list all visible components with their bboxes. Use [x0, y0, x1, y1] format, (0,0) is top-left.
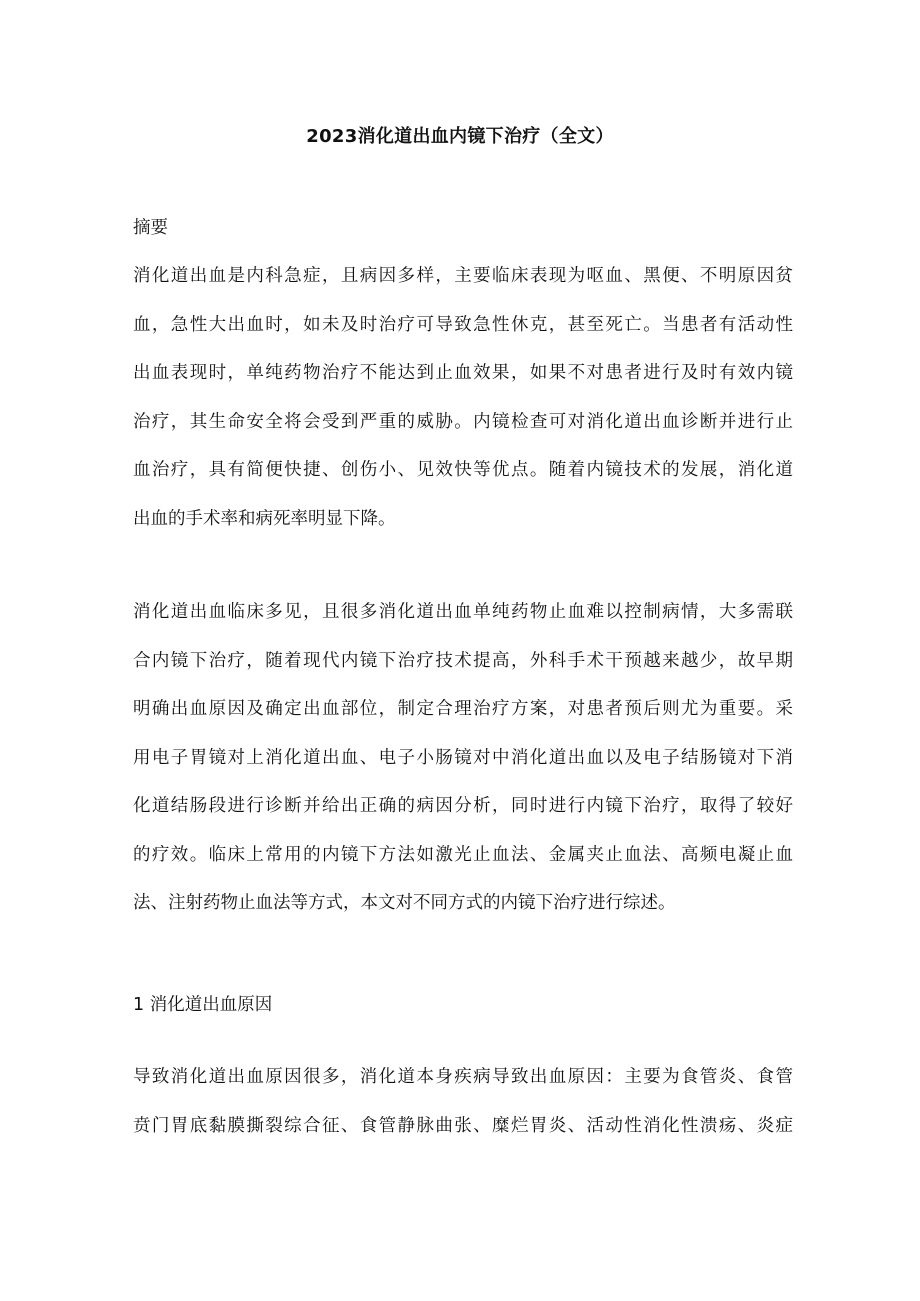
- section-1-paragraph: [133, 1053, 793, 1150]
- document-title: 2023消化道出血内镜下治疗（全文）: [306, 126, 614, 147]
- paragraph-line: 血，急性大出血时，如未及时治疗可导致急性休克，甚至死亡。当患者有活动性: [133, 314, 793, 335]
- paragraph-line: 出血表现时，单纯药物治疗不能达到止血效果，如果不对患者进行及时有效内镜: [133, 363, 793, 383]
- paragraph-line: 用电子胃镜对上消化道出血、电子小肠镜对中消化道出血以及电子结肠镜对下消: [133, 747, 793, 768]
- paragraph-line: 消化道出血是内科急症，且病因多样，主要临床表现为呕血、黑便、不明原因贫: [133, 266, 793, 286]
- paragraph-line: 化道结肠段进行诊断并给出正确的病因分析，同时进行内镜下治疗，取得了较好: [133, 796, 793, 816]
- paragraph-line: 治疗，其生命安全将会受到严重的威胁。内镜检查可对消化道出血诊断并进行止: [133, 411, 793, 432]
- paragraph-line: 血治疗，具有简便快捷、创伤小、见效快等优点。随着内镜技术的发展，消化道: [133, 460, 793, 480]
- intro-paragraph: [133, 588, 793, 928]
- paragraph-line: 消化道出血临床多见，且很多消化道出血单纯药物止血难以控制病情，大多需联: [133, 602, 793, 622]
- paragraph-line: 法、注射药物止血法等方式，本文对不同方式的内镜下治疗进行综述。: [133, 893, 676, 913]
- paragraph-line: 的疗效。临床上常用的内镜下方法如激光止血法、金属夹止血法、高频电凝止血: [133, 844, 793, 865]
- paragraph-line: 明确出血原因及确定出血部位，制定合理治疗方案，对患者预后则尤为重要。采: [133, 699, 793, 719]
- abstract-paragraph: [133, 252, 793, 543]
- abstract-heading: 摘要: [133, 218, 168, 238]
- paragraph-line: 贲门胃底黏膜撕裂综合征、食管静脉曲张、糜烂胃炎、活动性消化性溃疡、炎症: [133, 1115, 793, 1136]
- paragraph-line: 合内镜下治疗，随着现代内镜下治疗技术提高，外科手术干预越来越少，故早期: [133, 650, 793, 671]
- paragraph-line: 导致消化道出血原因很多，消化道本身疾病导致出血原因：主要为食管炎、食管: [133, 1067, 793, 1087]
- section-1-heading: 1 消化道出血原因: [133, 995, 273, 1015]
- paragraph-line: 出血的手术率和病死率明显下降。: [133, 508, 396, 529]
